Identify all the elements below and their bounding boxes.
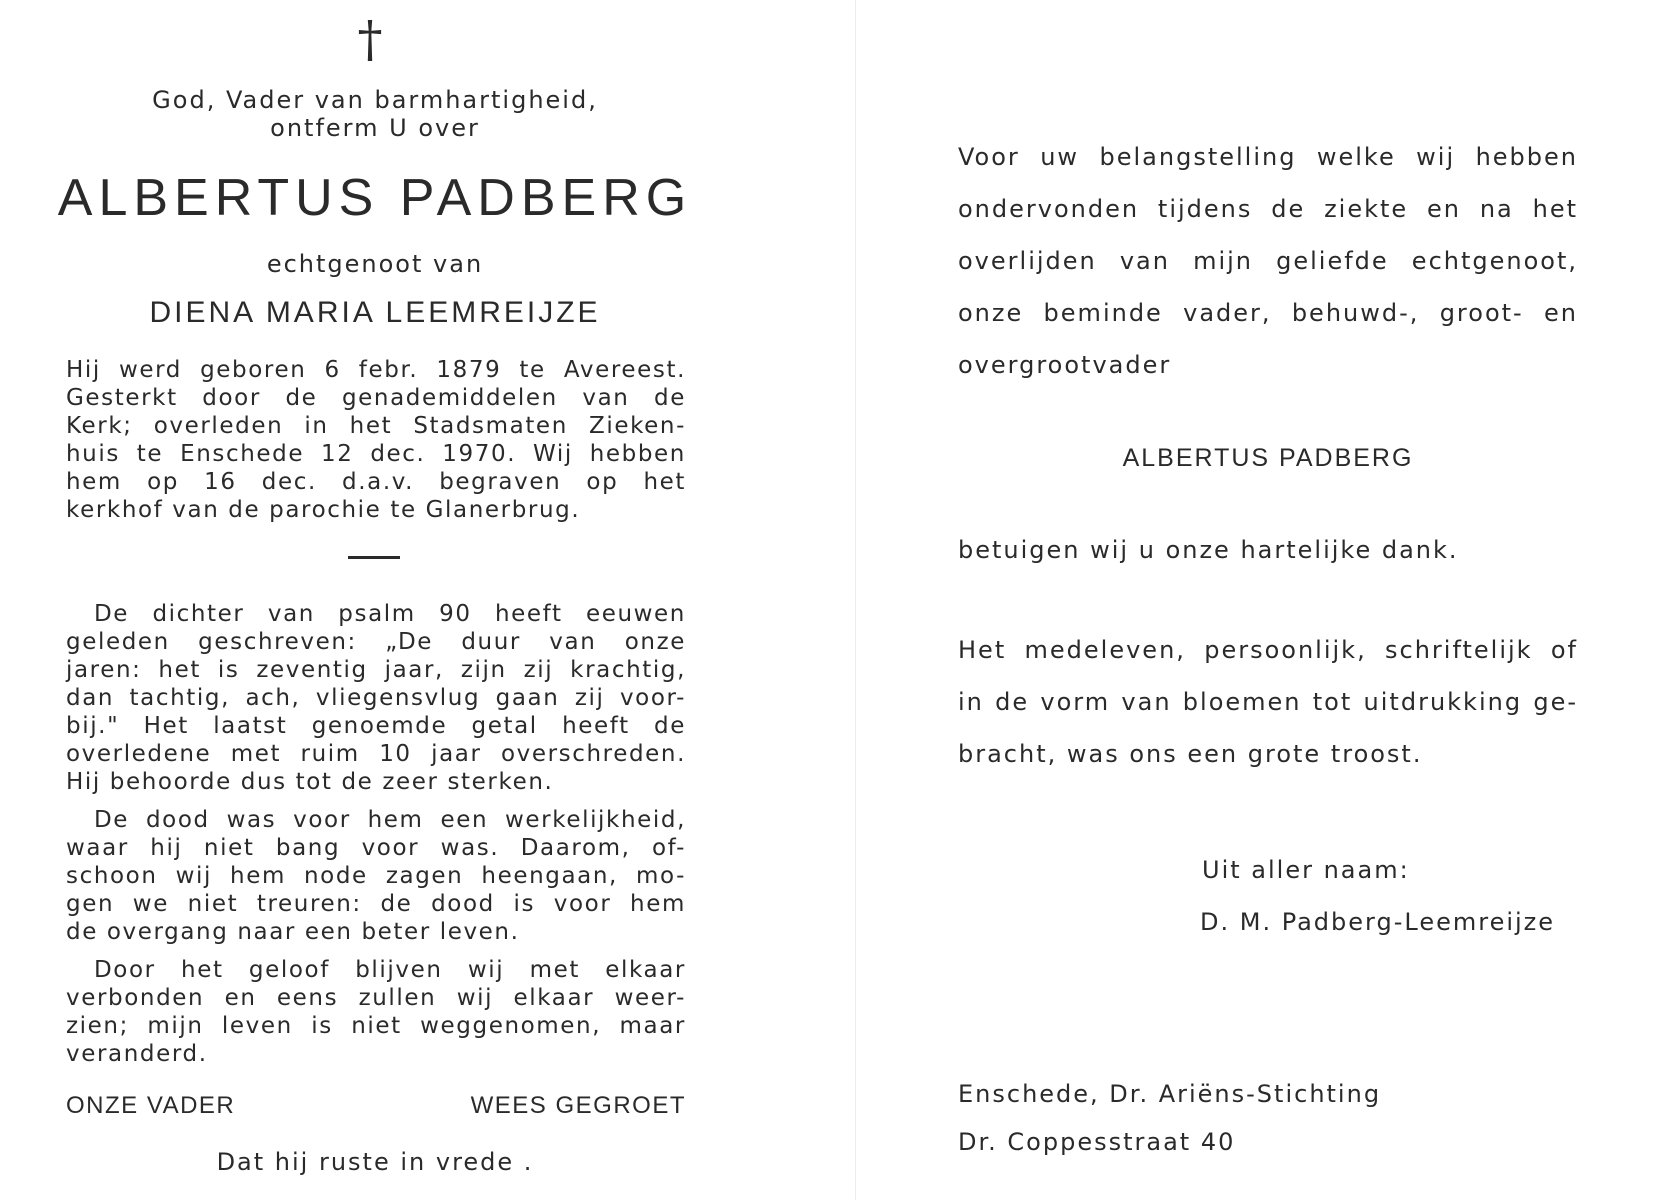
bio-line: hem op 16 dec. d.a.v. begraven op het xyxy=(66,469,686,495)
section-divider xyxy=(348,556,400,559)
paragraph-line: schoon wij hem node zagen heengaan, mo- xyxy=(66,863,686,889)
thanks-line: Voor uw belangstelling welke wij hebben xyxy=(958,143,1578,171)
thanks-paragraph xyxy=(958,143,1578,403)
cross-icon: † xyxy=(357,10,383,68)
right-deceased-name: ALBERTUS PADBERG xyxy=(1122,444,1414,472)
paragraph-line: gen we niet treuren: de dood is voor hem xyxy=(66,891,686,917)
paragraph-line: geleden geschreven: „De duur van onze xyxy=(66,629,686,655)
sympathy-line: bracht, was ons een grote troost. xyxy=(958,740,1423,768)
paragraph-line: de overgang naar een beter leven. xyxy=(66,919,520,945)
spouse-intro: echtgenoot van xyxy=(266,250,484,278)
psalm-paragraph xyxy=(66,600,686,796)
paragraph-line: Door het geloof blijven wij met elkaar xyxy=(94,957,686,983)
paragraph-line: jaren: het is zeventig jaar, zijn zij krachtig, xyxy=(66,657,686,683)
signature-name: D. M. Padberg-Leemreijze xyxy=(1200,908,1556,936)
biography xyxy=(66,356,686,524)
paragraph-line: verbonden en eens zullen wij elkaar weer- xyxy=(66,985,686,1011)
paragraph-line: De dichter van psalm 90 heeft eeuwen xyxy=(94,601,686,627)
address-line-1: Enschede, Dr. Ariëns-Stichting xyxy=(958,1080,1382,1108)
faith-paragraph xyxy=(66,956,686,1068)
thanks-line: overgrootvader xyxy=(958,351,1172,379)
right-page xyxy=(856,0,1654,1200)
invocation-line-2: ontferm U over xyxy=(270,114,480,142)
closing-line: Dat hij ruste in vrede . xyxy=(216,1148,534,1176)
bio-line: Kerk; overleden in het Stadsmaten Zieken- xyxy=(66,413,686,439)
invocation-line-1: God, Vader van barmhartigheid, xyxy=(152,86,598,114)
sympathy-paragraph xyxy=(958,636,1578,792)
sympathy-line: in de vorm van bloemen tot uitdrukking ge- xyxy=(958,688,1578,716)
signature-intro: Uit aller naam: xyxy=(1202,856,1410,884)
address-line-2: Dr. Coppesstraat 40 xyxy=(958,1128,1236,1156)
paragraph-line: waar hij niet bang voor was. Daarom, of- xyxy=(66,835,686,861)
sympathy-line: Het medeleven, persoonlijk, schriftelijk of xyxy=(958,636,1578,664)
thanks-closing: betuigen wij u onze hartelijke dank. xyxy=(958,536,1459,564)
bio-line: Gesterkt door de genademiddelen van de xyxy=(66,385,686,411)
death-paragraph xyxy=(66,806,686,946)
deceased-name: ALBERTUS PADBERG xyxy=(57,169,693,227)
paragraph-line: bij." Het laatst genoemde getal heeft de xyxy=(66,713,686,739)
paragraph-line: dan tachtig, ach, vliegensvlug gaan zij voor- xyxy=(66,685,686,711)
prayer-our-father: ONZE VADER xyxy=(66,1092,236,1119)
bio-line: huis te Enschede 12 dec. 1970. Wij hebben xyxy=(66,441,686,467)
paragraph-line: De dood was voor hem een werkelijkheid, xyxy=(94,807,686,833)
spouse-name: DIENA MARIA LEEMREIJZE xyxy=(149,296,601,329)
bio-line: Hij werd geboren 6 febr. 1879 te Avereest. xyxy=(66,357,686,383)
bio-line: kerkhof van de parochie te Glanerbrug. xyxy=(66,497,581,523)
paragraph-line: veranderd. xyxy=(66,1041,208,1067)
paragraph-line: overledene met ruim 10 jaar overschreden. xyxy=(66,741,686,767)
thanks-line: ondervonden tijdens de ziekte en na het xyxy=(958,195,1578,223)
thanks-line: onze beminde vader, behuwd-, groot- en xyxy=(958,299,1578,327)
paragraph-line: Hij behoorde dus tot de zeer sterken. xyxy=(66,769,554,795)
paragraph-line: zien; mijn leven is niet weggenomen, maar xyxy=(66,1013,686,1039)
thanks-line: overlijden van mijn geliefde echtgenoot, xyxy=(958,247,1578,275)
prayer-hail-mary: WEES GEGROET xyxy=(470,1092,686,1119)
